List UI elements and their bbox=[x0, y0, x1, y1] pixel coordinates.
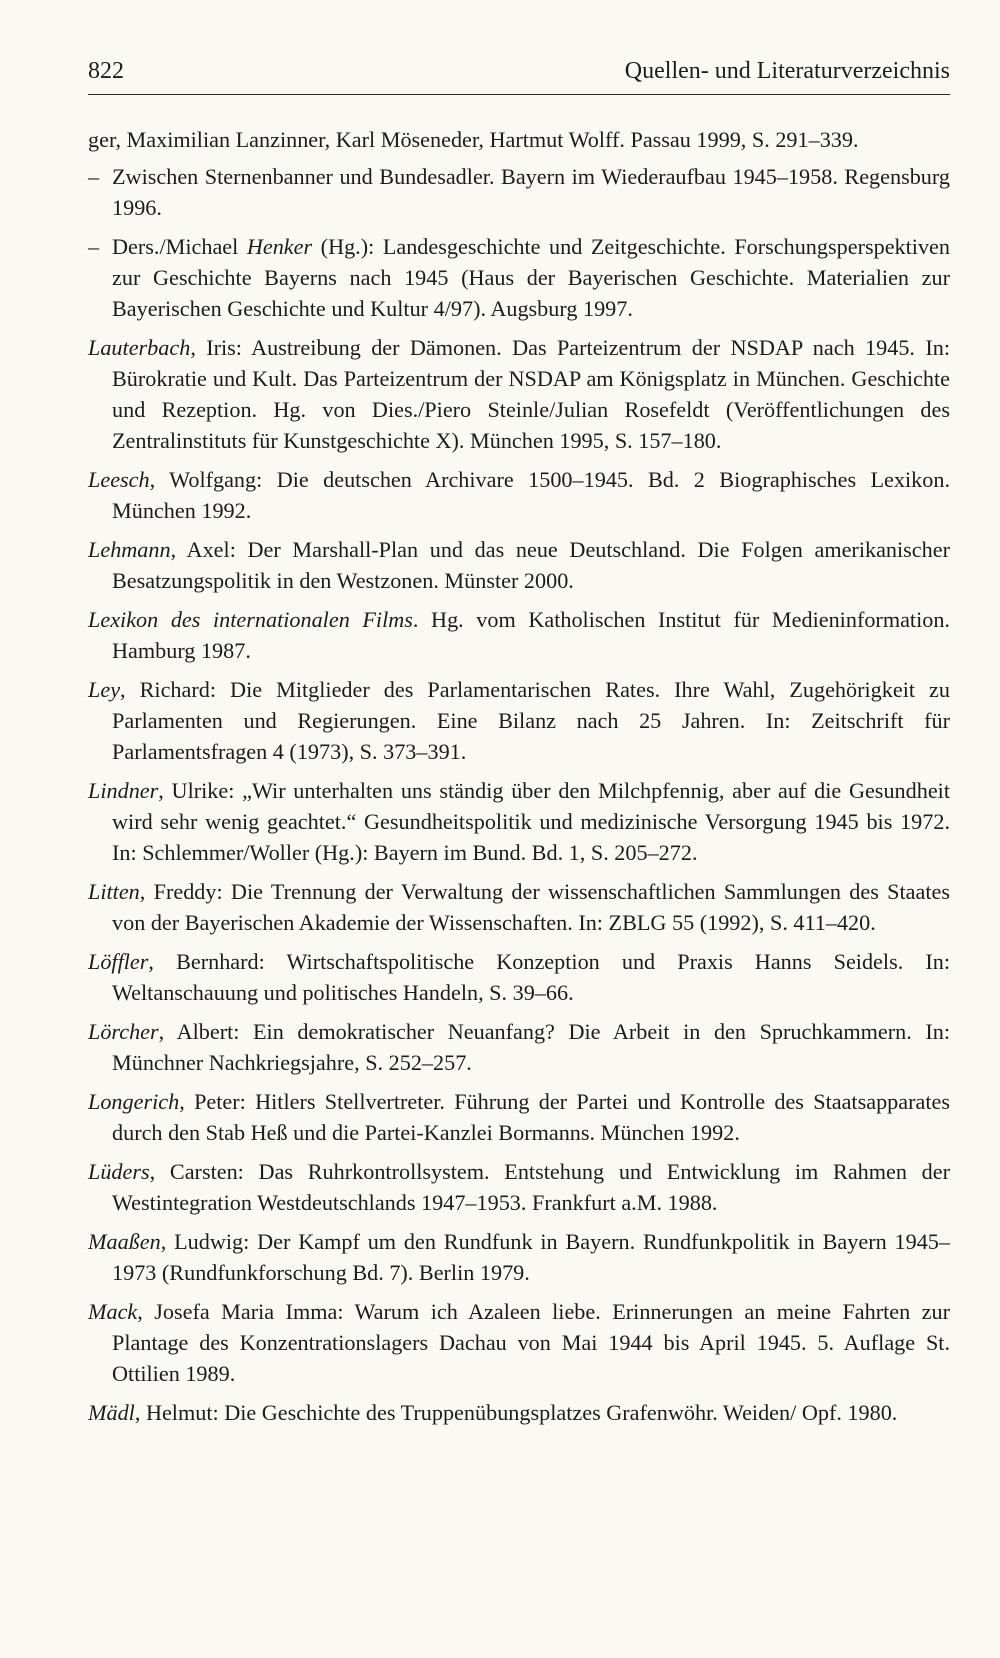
running-title: Quellen- und Literaturverzeichnis bbox=[624, 58, 950, 84]
bibliography-entry: Lüders, Carsten: Das Ruhrkontrollsystem. Entstehung und Entwicklung im Rahmen der Westintegration Westdeutschlands 1947–1953. Frankfurt a.M. 1988. bbox=[88, 1159, 950, 1215]
author-name: Ley bbox=[88, 677, 121, 702]
work-title: Lexikon des internationalen Films bbox=[88, 607, 413, 632]
author-name: Lindner bbox=[88, 778, 159, 803]
bibliography-entry: – Zwischen Sternenbanner und Bundesadler. Bayern im Wiederaufbau 1945–1958. Regensburg 1996. bbox=[88, 164, 950, 220]
author-name: Longerich bbox=[88, 1089, 180, 1114]
bibliography-entry: Lehmann, Axel: Der Marshall-Plan und das neue Deutschland. Die Folgen amerikanischer Besatzungspolitik in den Westzonen. Münster 2000. bbox=[88, 537, 950, 593]
bibliography-entry: ger, Maximilian Lanzinner, Karl Möseneder, Hartmut Wolff. Passau 1999, S. 291–339. bbox=[88, 127, 859, 152]
author-name: Mack bbox=[88, 1299, 138, 1324]
bibliography-entry: Mack, Josefa Maria Imma: Warum ich Azaleen liebe. Erinnerungen an meine Fahrten zur Plantage des Konzentrationslagers Dachau von Mai 1944 bis April 1945. 5. Auflage St. Ottilien 1989. bbox=[88, 1299, 950, 1386]
bibliography-entry: Litten, Freddy: Die Trennung der Verwaltung der wissenschaftlichen Sammlungen des Staates von der Bayerischen Akademie der Wissenschaften. In: ZBLG 55 (1992), S. 411–420. bbox=[88, 879, 950, 935]
page-header bbox=[88, 52, 950, 95]
page-number: 822 bbox=[88, 58, 124, 84]
bibliography-entry: Lauterbach, Iris: Austreibung der Dämonen. Das Parteizentrum der NSDAP nach 1945. In: Bürokratie und Kult. Das Parteizentrum der NSDAP am Königsplatz in München. Geschichte und Rezeption. Hg. von Dies./Piero Steinle/Julian Rosefeldt (Veröffentlichungen des Zentralinstituts für Kunstgeschichte X). München 1995, S. 157–180. bbox=[88, 335, 950, 453]
author-name: Lehmann bbox=[88, 537, 171, 562]
bibliography-entry: Lexikon des internationalen Films. Hg. vom Katholischen Institut für Medieninformation. Hamburg 1987. bbox=[88, 607, 950, 663]
author-name: Leesch bbox=[88, 467, 150, 492]
bibliography-entry: – Ders./Michael Henker (Hg.): Landesgeschichte und Zeitgeschichte. Forschungsperspektiven zur Geschichte Bayerns nach 1945 (Haus der Bayerischen Geschichte. Materialien zur Bayerischen Geschichte und Kultur 4/97). Augsburg 1997. bbox=[88, 234, 950, 321]
author-name: Mädl bbox=[88, 1400, 135, 1425]
author-name: Lüders bbox=[88, 1159, 150, 1184]
author-name: Litten bbox=[88, 879, 140, 904]
bibliography-entry: Löffler, Bernhard: Wirtschaftspolitische Konzeption und Praxis Hanns Seidels. In: Weltanschauung und politisches Handeln, S. 39–66. bbox=[88, 949, 950, 1005]
author-name: Lörcher bbox=[88, 1019, 159, 1044]
bibliography-entry: Lindner, Ulrike: „Wir unterhalten uns ständig über den Milchpfennig, aber auf die Gesundheit wird sehr wenig geachtet.“ Gesundheitspolitik und medizinische Versorgung 1945 bis 1972. In: Schlemmer/Woller (Hg.): Bayern im Bund. Bd. 1, S. 205–272. bbox=[88, 778, 950, 865]
bibliography-entry: Maaßen, Ludwig: Der Kampf um den Rundfunk in Bayern. Rundfunkpolitik in Bayern 1945–1973 (Rundfunkforschung Bd. 7). Berlin 1979. bbox=[88, 1229, 950, 1285]
bibliography-entry: Mädl, Helmut: Die Geschichte des Truppenübungsplatzes Grafenwöhr. Weiden/ Opf. 1980. bbox=[88, 1400, 898, 1425]
bibliography-entry: Leesch, Wolfgang: Die deutschen Archivare 1500–1945. Bd. 2 Biographisches Lexikon. München 1992. bbox=[88, 467, 950, 523]
author-name: Lauterbach bbox=[88, 335, 191, 360]
bibliography-list bbox=[88, 124, 950, 1436]
author-name: Maaßen bbox=[88, 1229, 161, 1254]
bibliography-entry: Lörcher, Albert: Ein demokratischer Neuanfang? Die Arbeit in den Spruchkammern. In: Münchner Nachkriegsjahre, S. 252–257. bbox=[88, 1019, 950, 1075]
bibliography-entry: Ley, Richard: Die Mitglieder des Parlamentarischen Rates. Ihre Wahl, Zugehörigkeit zu Parlamenten und Regierungen. Eine Bilanz nach 25 Jahren. In: Zeitschrift für Parlamentsfragen 4 (1973), S. 373–391. bbox=[88, 677, 950, 764]
author-name: Löffler bbox=[88, 949, 149, 974]
bibliography-entry: Longerich, Peter: Hitlers Stellvertreter. Führung der Partei und Kontrolle des Staatsapparates durch den Stab Heß und die Partei-Kanzlei Bormanns. München 1992. bbox=[88, 1089, 950, 1145]
author-name: Henker bbox=[246, 234, 313, 259]
